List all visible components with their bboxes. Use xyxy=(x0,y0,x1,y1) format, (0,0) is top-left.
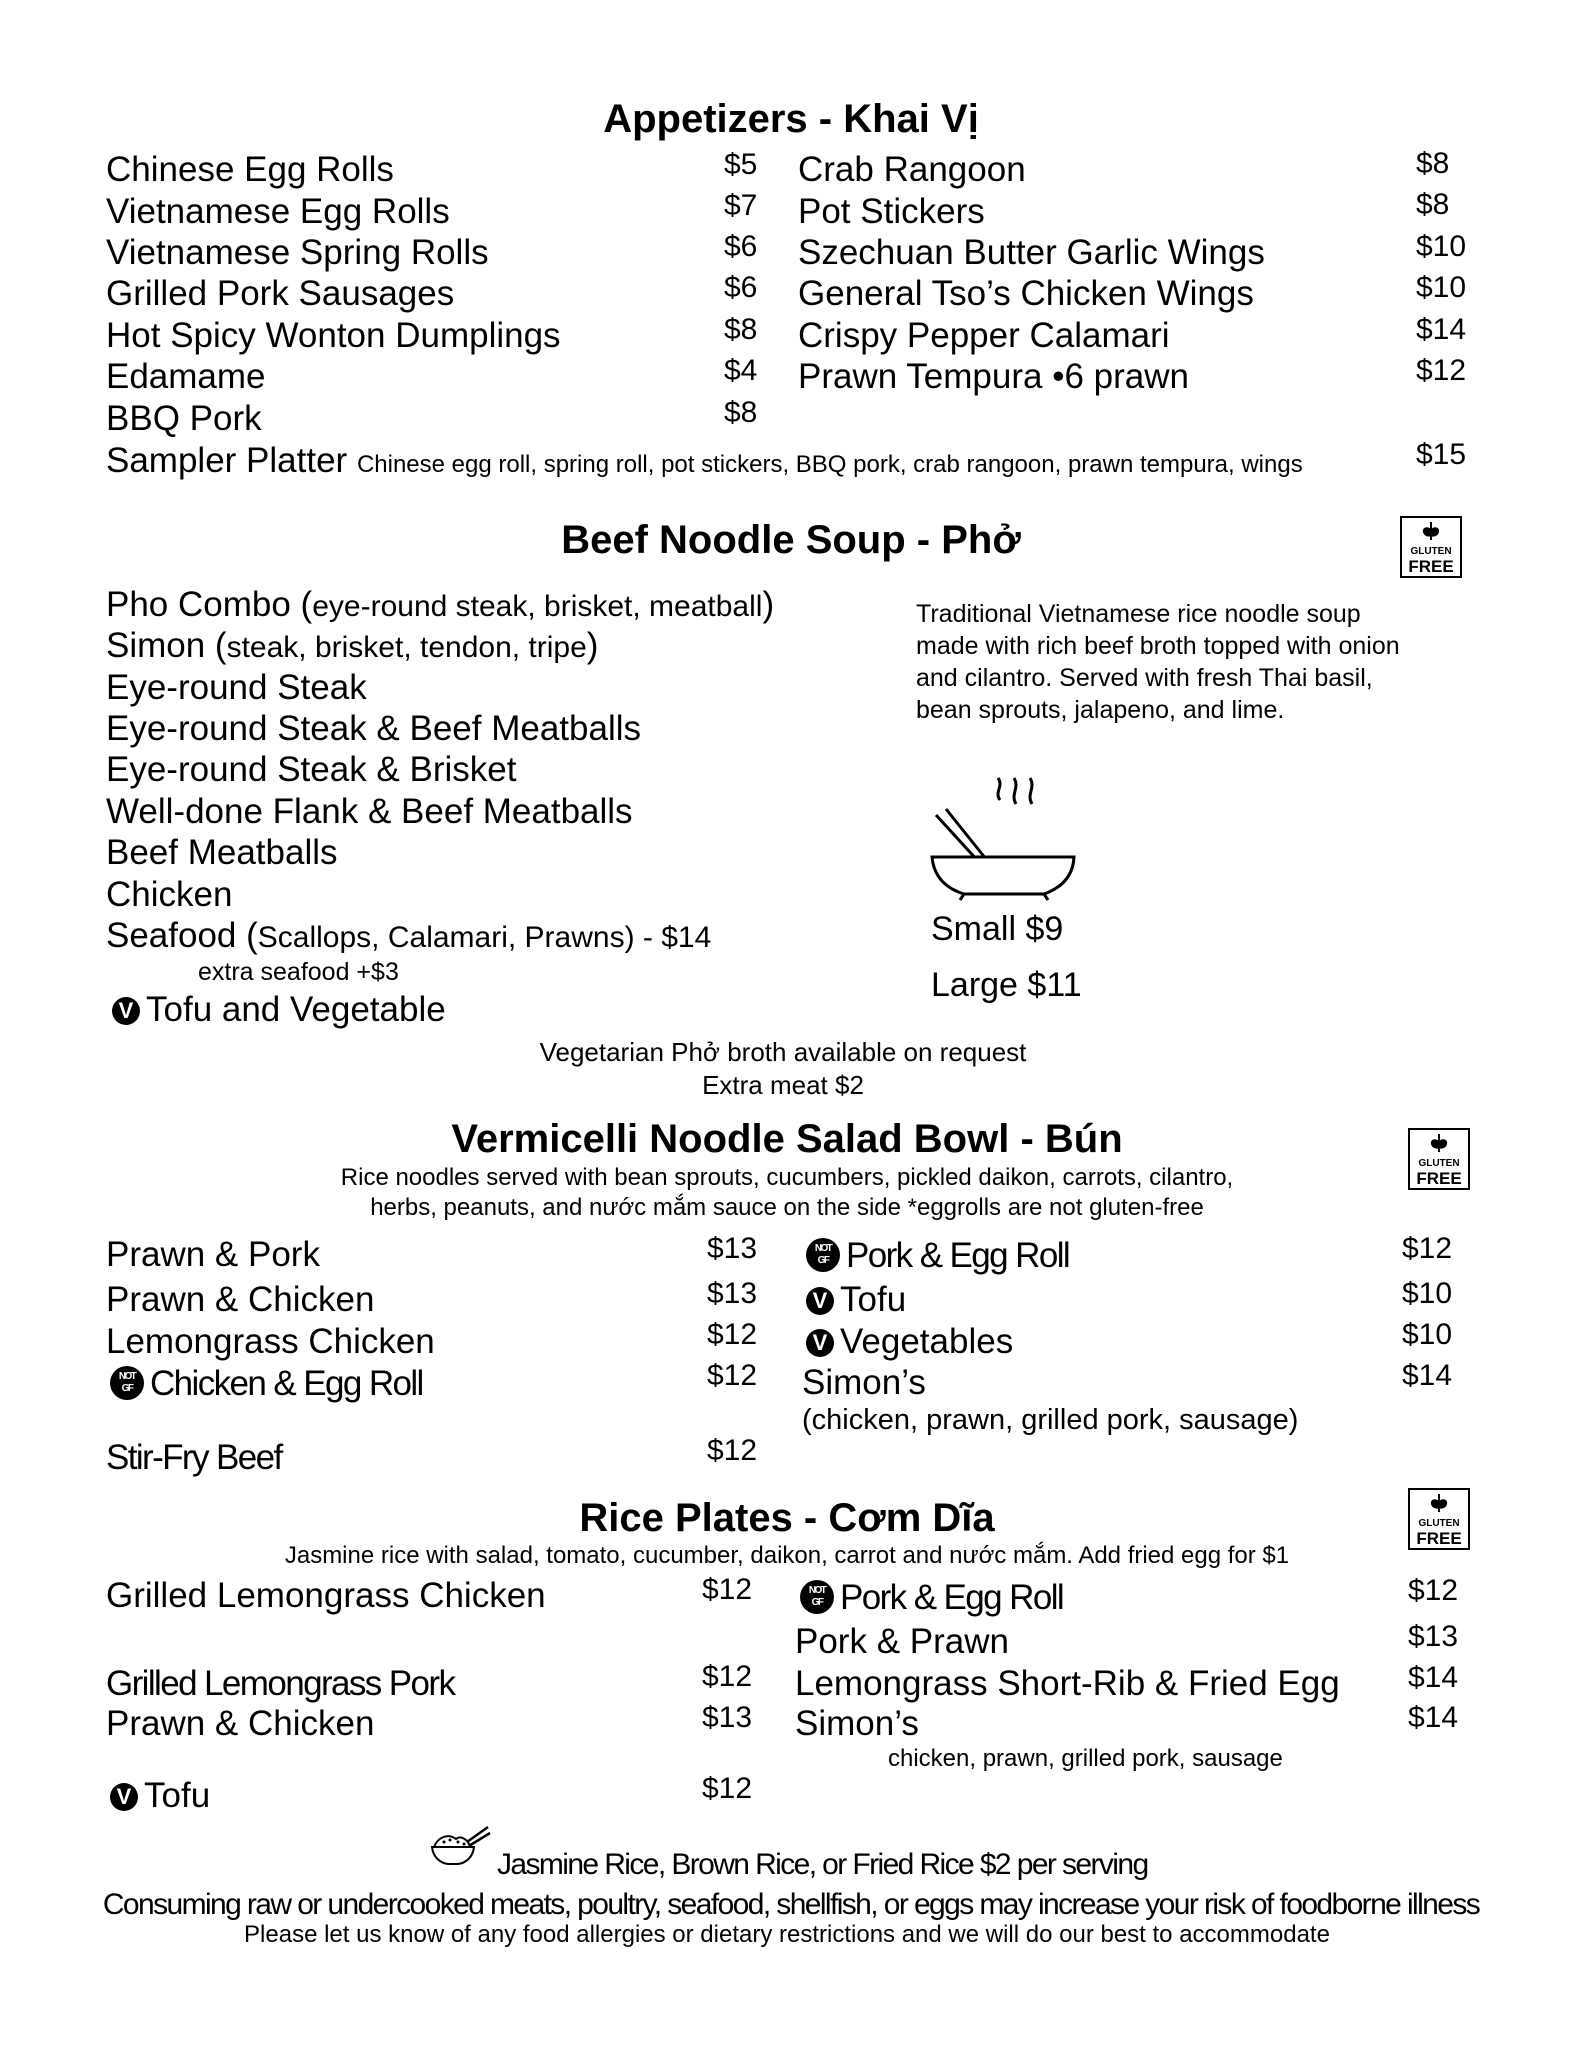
gluten-free-icon xyxy=(1400,516,1462,578)
pho-item xyxy=(106,628,598,663)
pho-description-line: and cilantro. Served with fresh Thai basil, xyxy=(916,664,1373,692)
appetizers-title: Appetizers - Khai Vị xyxy=(603,97,979,141)
menu-item-price: $13 xyxy=(702,1701,753,1734)
pho-item-tofu xyxy=(112,992,446,1027)
menu-item-name: Vietnamese Spring Rolls xyxy=(106,233,489,272)
menu-item-name: Lemongrass Short-Rib & Fried Egg xyxy=(795,1664,1340,1703)
sampler-desc: Chinese egg roll, spring roll, pot stickers, BBQ pork, crab rangoon, prawn tempura, wings xyxy=(356,451,1303,478)
menu-item-price: $12 xyxy=(707,1434,758,1467)
menu-item-price: $12 xyxy=(702,1573,753,1606)
gluten-free-icon xyxy=(1408,1488,1470,1550)
footer-rice-line: Jasmine Rice, Brown Rice, or Fried Rice $2 per serving xyxy=(497,1848,1148,1881)
gluten-label: GLUTEN xyxy=(1418,1518,1460,1529)
menu-item-name: Pork & Prawn xyxy=(795,1622,1009,1661)
pho-item-name: Pho Combo ( xyxy=(106,585,313,624)
vegan-icon: V xyxy=(806,1329,834,1357)
notgf-label: GF xyxy=(811,1597,823,1608)
menu-item-name: Prawn & Chicken xyxy=(106,1280,375,1319)
pho-description-line: Traditional Vietnamese rice noodle soup xyxy=(916,600,1361,628)
menu-item-price: $12 xyxy=(707,1359,758,1392)
bun-title: Vermicelli Noodle Salad Bowl - Bún xyxy=(451,1117,1123,1161)
menu-item-name: Crispy Pepper Calamari xyxy=(798,316,1170,355)
menu-item-price: $13 xyxy=(1408,1620,1459,1653)
pho-item xyxy=(106,587,774,622)
menu-item-price: $12 xyxy=(702,1660,753,1693)
not-gluten-free-icon xyxy=(806,1238,840,1272)
menu-item-price: $10 xyxy=(1402,1318,1453,1351)
menu-item-price: $12 xyxy=(702,1772,753,1805)
menu-item-name: Prawn & Chicken xyxy=(106,1704,375,1743)
menu-item-name xyxy=(110,1778,210,1813)
menu-item-price: $10 xyxy=(1416,271,1467,304)
pho-vegetarian-note: Vegetarian Phở broth available on request xyxy=(539,1037,1027,1067)
pho-description-line: made with rich beef broth topped with onion xyxy=(916,632,1400,660)
menu-item-name xyxy=(806,1324,1013,1359)
bun-item-name: Chicken & Egg Roll xyxy=(150,1364,423,1403)
menu-item-price: $12 xyxy=(1402,1232,1453,1265)
menu-item-name: Chinese Egg Rolls xyxy=(106,150,394,189)
not-gluten-free-icon xyxy=(110,1366,144,1400)
menu-item-price: $14 xyxy=(1408,1701,1459,1734)
rice-title: Rice Plates - Cơm Dĩa xyxy=(579,1496,995,1540)
pho-item: Chicken xyxy=(106,875,233,914)
menu-item-name: Crab Rangoon xyxy=(798,150,1026,189)
menu-item-name: General Tso’s Chicken Wings xyxy=(798,274,1254,313)
menu-item-name: Hot Spicy Wonton Dumplings xyxy=(106,316,561,355)
menu-item-name: BBQ Pork xyxy=(106,399,262,438)
notgf-label: NOT xyxy=(808,1585,826,1596)
menu-item-price: $13 xyxy=(707,1277,758,1310)
sampler-platter xyxy=(106,443,1303,478)
menu-item-price: $14 xyxy=(1408,1661,1459,1694)
menu-item-price: $8 xyxy=(1416,188,1450,221)
free-label: FREE xyxy=(1416,1529,1462,1548)
menu-item-name: Simon’s xyxy=(802,1363,926,1402)
bun-description-line: herbs, peanuts, and nước mắm sauce on the side *eggrolls are not gluten-free xyxy=(370,1194,1204,1221)
pho-item-detail: steak, brisket, tendon, tripe xyxy=(226,631,587,664)
menu-item-price: $10 xyxy=(1402,1277,1453,1310)
noodle-bowl-icon xyxy=(930,775,1080,910)
menu-item-name xyxy=(806,1238,1069,1273)
menu-item-name: Prawn & Pork xyxy=(106,1235,320,1274)
menu-item-price: $13 xyxy=(707,1232,758,1265)
menu-item-price: $8 xyxy=(724,396,758,429)
pho-item-price: ) - $14 xyxy=(624,921,712,954)
pho-item-name: Tofu and Vegetable xyxy=(146,990,446,1029)
pho-extra-meat-note: Extra meat $2 xyxy=(702,1070,864,1100)
menu-item-name: Simon’s xyxy=(795,1704,919,1743)
rice-description: Jasmine rice with salad, tomato, cucumber, daikon, carrot and nước mắm. Add fried egg for $1 xyxy=(284,1542,1290,1569)
pho-item: Eye-round Steak xyxy=(106,668,367,707)
pho-item: Eye-round Steak & Brisket xyxy=(106,750,517,789)
pho-item-name: Seafood ( xyxy=(106,916,258,955)
menu-item-price: $12 xyxy=(1416,354,1467,387)
menu-item-name: Edamame xyxy=(106,357,266,396)
notgf-label: NOT xyxy=(118,1371,136,1382)
pho-small-price: Small $9 xyxy=(931,910,1064,948)
footer-warning: Consuming raw or undercooked meats, poultry, seafood, shellfish, or eggs may increase your risk of foodborne illness xyxy=(102,1888,1480,1921)
gluten-label: GLUTEN xyxy=(1410,546,1452,557)
free-label: FREE xyxy=(1416,1169,1462,1188)
menu-item-price: $8 xyxy=(724,313,758,346)
pho-item-detail: eye-round steak, brisket, meatball xyxy=(312,590,763,623)
rice-simons-detail: chicken, prawn, grilled pork, sausage xyxy=(888,1745,1283,1772)
pho-item-close: ) xyxy=(762,585,775,624)
menu-item-name: Prawn Tempura •6 prawn xyxy=(798,357,1189,396)
free-label: FREE xyxy=(1408,557,1454,576)
extra-seafood: extra seafood +$3 xyxy=(198,958,399,986)
menu-item-price: $14 xyxy=(1402,1359,1453,1392)
menu-item-price: $8 xyxy=(1416,147,1450,180)
menu-item-price: $6 xyxy=(724,230,758,263)
pho-item-close: ) xyxy=(586,626,599,665)
pho-item: Beef Meatballs xyxy=(106,833,338,872)
menu-item-price: $6 xyxy=(724,271,758,304)
bun-description-line: Rice noodles served with bean sprouts, cucumbers, pickled daikon, carrots, cilantro, xyxy=(340,1164,1234,1191)
not-gluten-free-icon xyxy=(800,1580,834,1614)
bun-item-name: Vegetables xyxy=(840,1322,1014,1361)
notgf-label: NOT xyxy=(814,1243,832,1254)
pho-item: Well-done Flank & Beef Meatballs xyxy=(106,792,633,831)
pho-item-name: Simon ( xyxy=(106,626,227,665)
menu-item-price: $12 xyxy=(1408,1574,1459,1607)
menu-item-price: $7 xyxy=(724,189,758,222)
sampler-name: Sampler Platter xyxy=(106,441,357,480)
menu-item-name: Stir-Fry Beef xyxy=(106,1438,282,1477)
notgf-label: GF xyxy=(121,1383,133,1394)
notgf-label: GF xyxy=(817,1255,829,1266)
pho-title: Beef Noodle Soup - Phở xyxy=(561,518,1021,562)
bun-item-name: Tofu xyxy=(840,1280,907,1319)
menu-item-price: $10 xyxy=(1416,230,1467,263)
menu-item-price: $12 xyxy=(707,1318,758,1351)
menu-item-price: $14 xyxy=(1416,313,1467,346)
pho-description-line: bean sprouts, jalapeno, and lime. xyxy=(916,696,1285,724)
pho-item: Eye-round Steak & Beef Meatballs xyxy=(106,709,642,748)
bun-item-name: Pork & Egg Roll xyxy=(846,1236,1070,1275)
pho-item-detail: Scallops, Calamari, Prawns xyxy=(257,921,625,954)
menu-item-name: Szechuan Butter Garlic Wings xyxy=(798,233,1265,272)
menu-item-price: $4 xyxy=(724,354,758,387)
bun-simons-detail: (chicken, prawn, grilled pork, sausage) xyxy=(802,1404,1299,1436)
footer-allergy-note: Please let us know of any food allergies or dietary restrictions and we will do our best to accommodate xyxy=(244,1921,1330,1948)
menu-item-name xyxy=(806,1282,906,1317)
menu-item-name xyxy=(110,1366,423,1401)
menu-item-name: Pot Stickers xyxy=(798,192,985,231)
menu-item-name: Vietnamese Egg Rolls xyxy=(106,192,450,231)
vegan-icon: V xyxy=(806,1287,834,1315)
menu-item-name: Grilled Lemongrass Pork xyxy=(106,1664,455,1703)
menu-item-name xyxy=(800,1580,1063,1615)
sampler-price: $15 xyxy=(1416,438,1467,471)
rice-item-name: Tofu xyxy=(144,1776,211,1815)
menu-item-price: $5 xyxy=(724,148,758,181)
vegan-icon: V xyxy=(110,1783,138,1811)
gluten-label: GLUTEN xyxy=(1418,1158,1460,1169)
menu-item-name: Grilled Lemongrass Chicken xyxy=(106,1576,546,1615)
menu-item-name: Lemongrass Chicken xyxy=(106,1322,435,1361)
vegan-icon: V xyxy=(112,997,140,1025)
pho-large-price: Large $11 xyxy=(931,966,1082,1004)
rice-item-name: Pork & Egg Roll xyxy=(840,1578,1064,1617)
pho-item-seafood xyxy=(106,918,711,953)
menu-item-name: Grilled Pork Sausages xyxy=(106,274,455,313)
rice-bowl-icon xyxy=(430,1825,492,1867)
